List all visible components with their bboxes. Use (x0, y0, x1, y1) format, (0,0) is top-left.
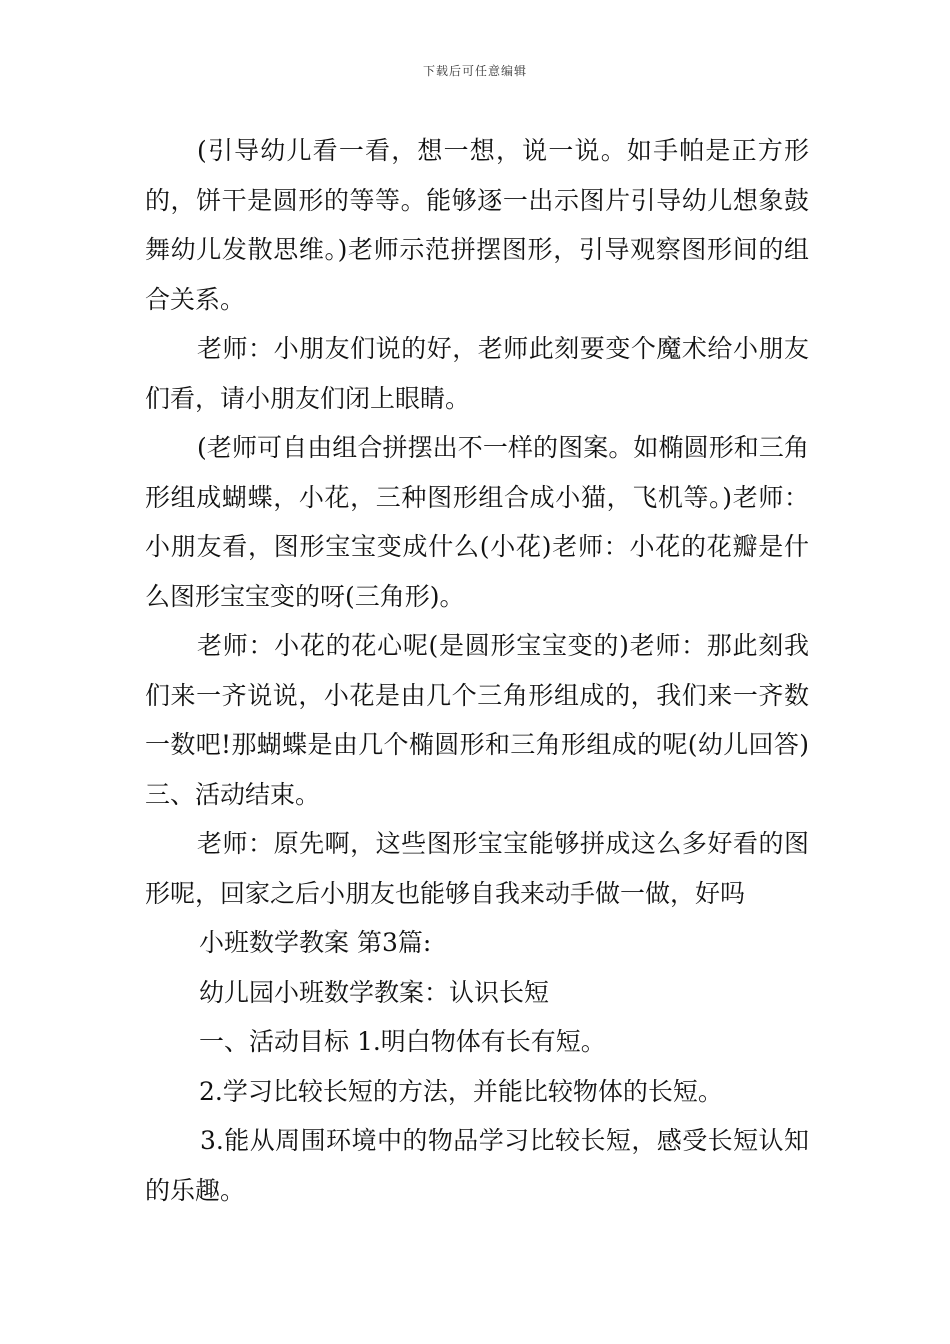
paragraph-1: (引导幼儿看一看，想一想，说一说。如手帕是正方形的，饼干是圆形的等等。能够逐一出示图片引导幼儿想象鼓舞幼儿发散思维。)老师示范拼摆图形，引导观察图形间的组合关系。 (145, 136, 809, 314)
lesson-title: 幼儿园小班数学教案：认识长短 (199, 977, 550, 1007)
paragraph-5: 老师：原先啊，这些图形宝宝能够拼成这么多好看的图形呢，回家之后小朋友也能够自我来动手做一做，好吗 (145, 829, 809, 908)
activity-goal-1: 一、活动目标 1.明白物体有长有短。 (199, 1027, 606, 1056)
page-header: 下载后可任意编辑 (422, 64, 527, 78)
paragraph-4: 老师：小花的花心呢(是圆形宝宝变的)老师：那此刻我们来一齐说说，小花是由几个三角形组成的，我们来一齐数一数吧!那蝴蝶是由几个椭圆形和三角形组成的呢(幼儿回答)三、活动结束。 (145, 631, 809, 809)
activity-goal-3: 3.能从周围环境中的物品学习比较长短，感受长短认知的乐趣。 (145, 1126, 809, 1205)
section-heading: 小班数学教案 第3篇: (199, 928, 432, 957)
paragraph-3: (老师可自由组合拼摆出不一样的图案。如椭圆形和三角形组成蝴蝶，小花，三种图形组合成小猫，飞机等。)老师：小朋友看，图形宝宝变成什么(小花)老师：小花的花瓣是什么图形宝宝变的呀(三角形)。 (145, 433, 809, 611)
document-body (145, 126, 809, 1215)
activity-goal-2: 2.学习比较长短的方法，并能比较物体的长短。 (199, 1076, 723, 1106)
paragraph-2: 老师：小朋友们说的好，老师此刻要变个魔术给小朋友们看，请小朋友们闭上眼睛。 (145, 334, 809, 413)
